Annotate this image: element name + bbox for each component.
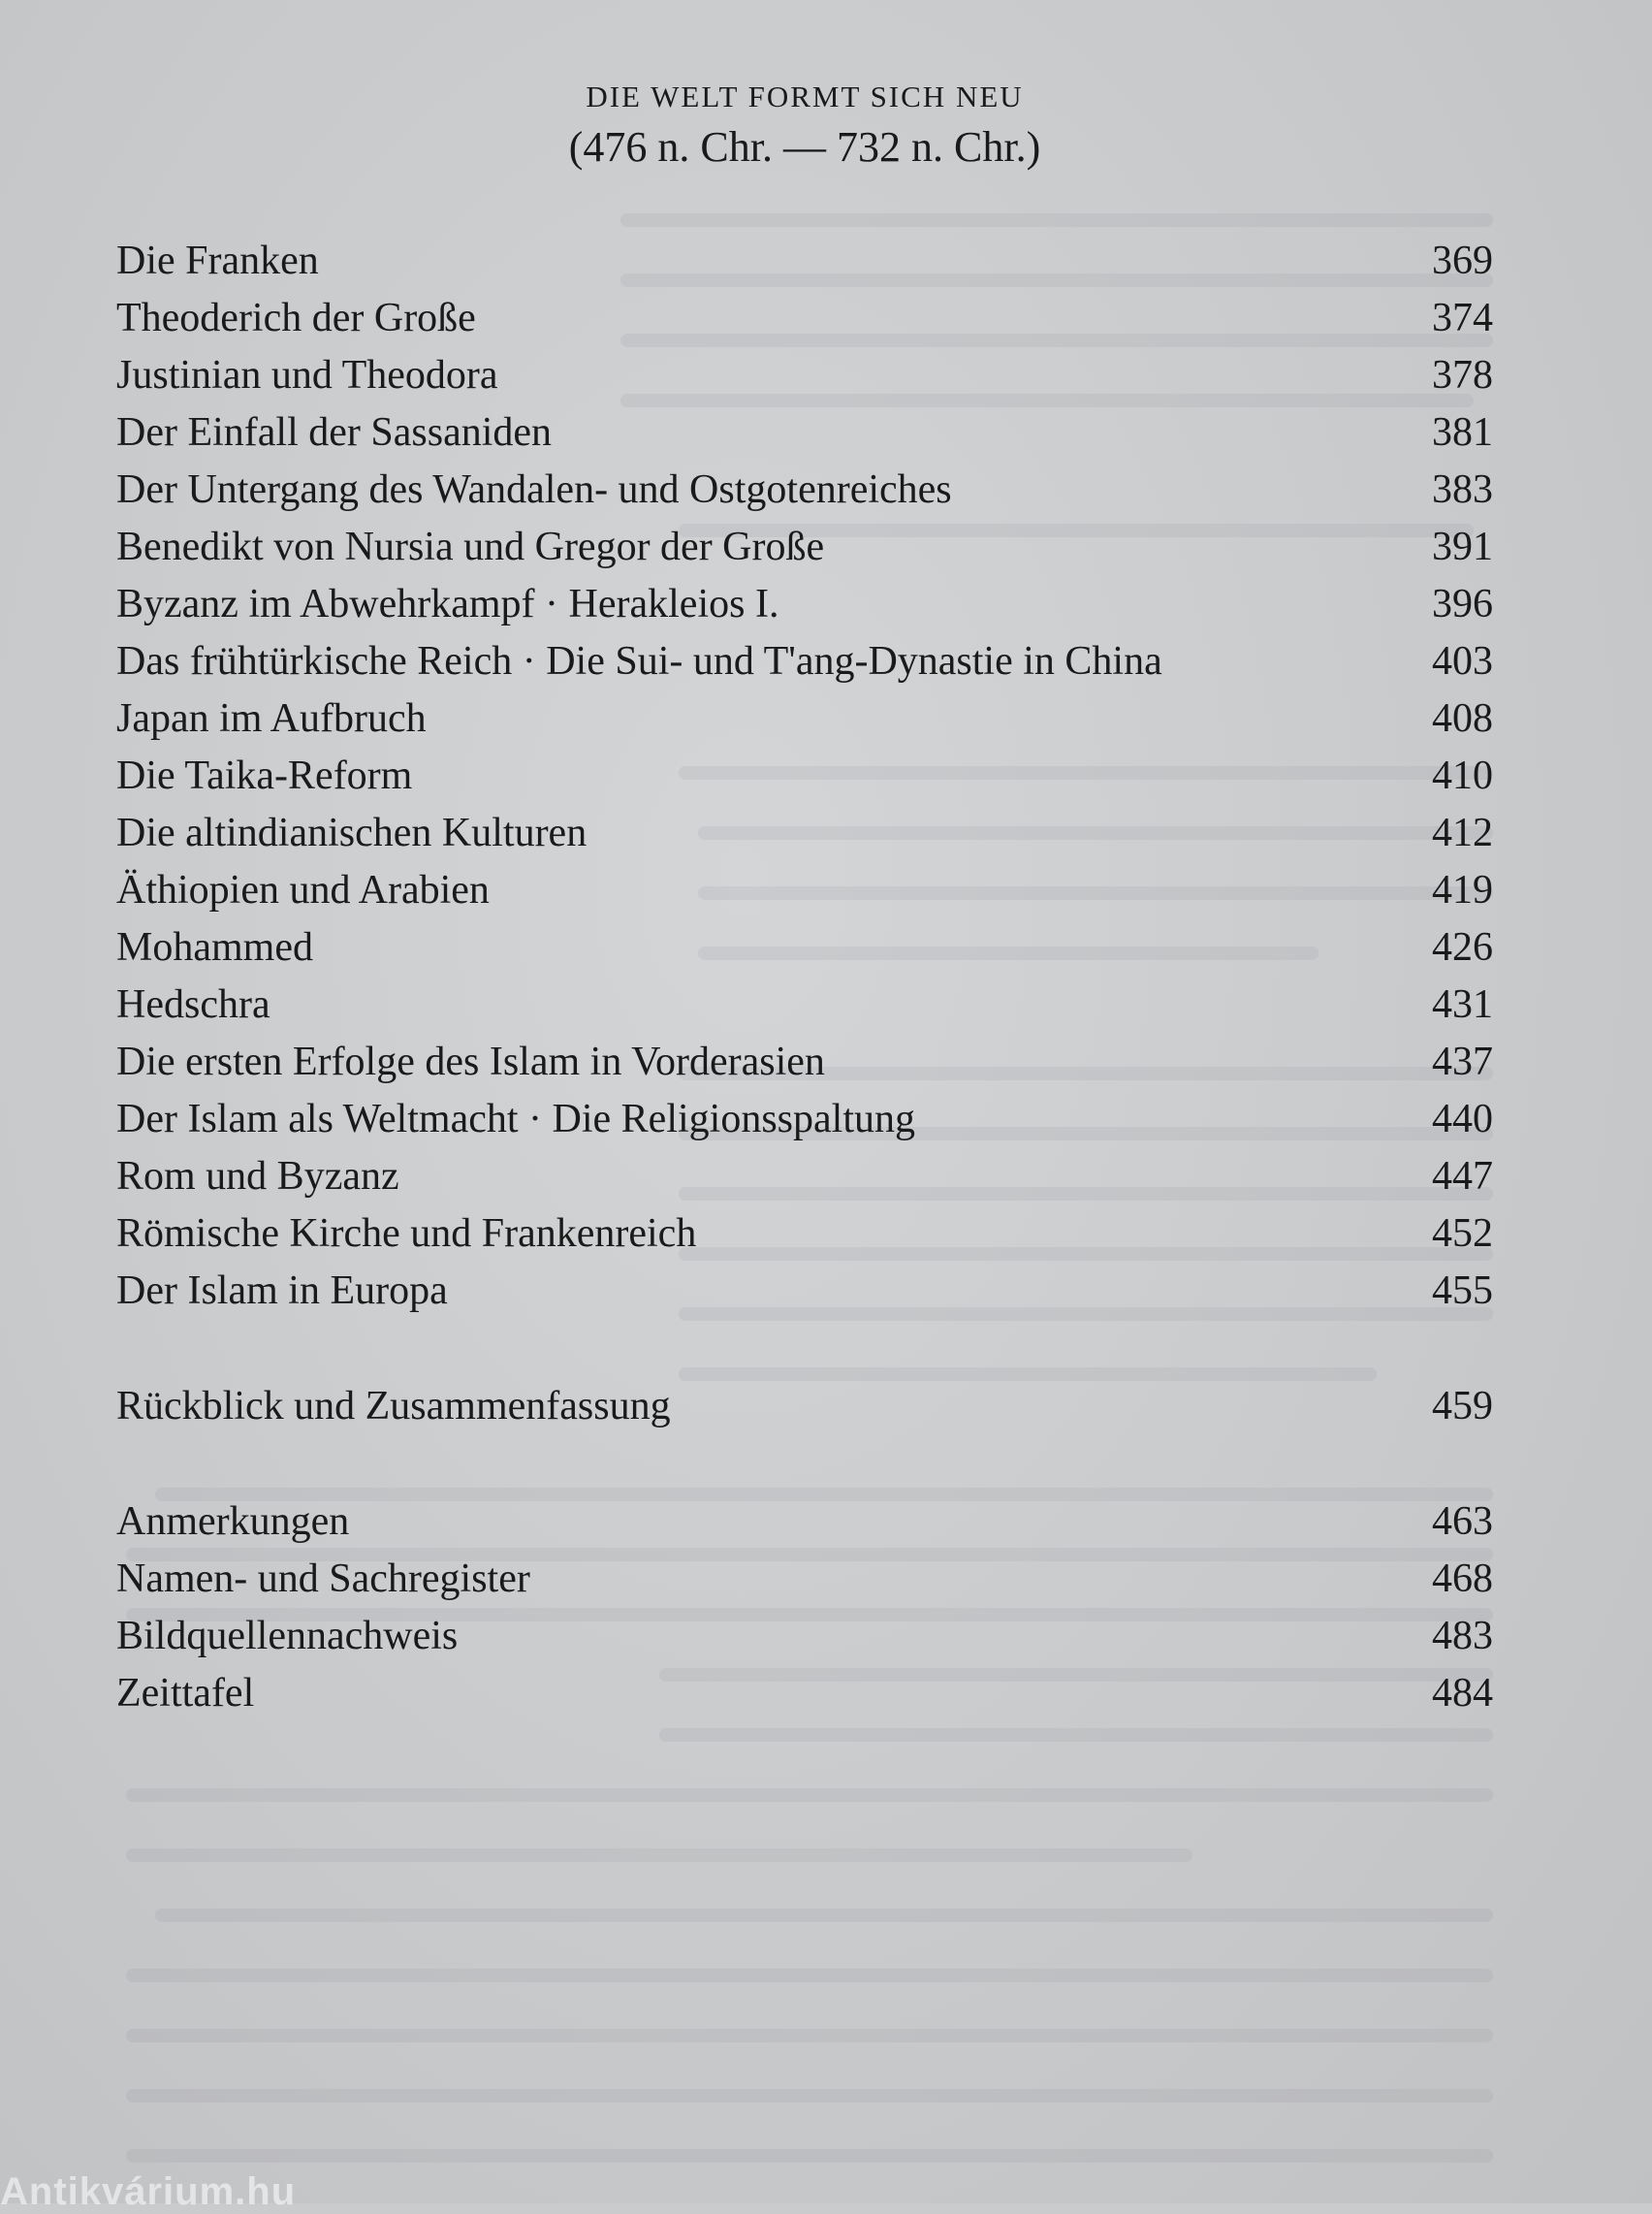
toc-entry-title: Benedikt von Nursia und Gregor der Große bbox=[116, 525, 825, 569]
toc-entry-page: 459 bbox=[1432, 1384, 1493, 1428]
toc-entry-title: Anmerkungen bbox=[116, 1499, 350, 1544]
toc-entry-title: Die altindianischen Kulturen bbox=[116, 811, 588, 855]
toc-entry bbox=[116, 977, 1493, 1034]
toc-entry-title: Die Taika-Reform bbox=[116, 754, 413, 798]
toc-entry bbox=[116, 519, 1493, 576]
toc-entry-page: 391 bbox=[1432, 525, 1493, 569]
toc-entry-page: 396 bbox=[1432, 582, 1493, 626]
toc-entry bbox=[116, 233, 1493, 290]
toc-entry-page: 410 bbox=[1432, 754, 1493, 798]
toc-entry-page: 378 bbox=[1432, 353, 1493, 398]
toc-entry-title: Der Islam in Europa bbox=[116, 1268, 448, 1313]
toc-entry-title: Der Einfall der Sassaniden bbox=[116, 410, 553, 455]
toc-entry-page: 447 bbox=[1432, 1154, 1493, 1199]
toc-entry bbox=[116, 1378, 1493, 1435]
toc-entry-title: Rückblick und Zusammenfassung bbox=[116, 1384, 671, 1428]
toc-entry-title: Hedschra bbox=[116, 982, 270, 1027]
group-spacer bbox=[116, 1435, 1493, 1493]
toc-entry-title: Rom und Byzanz bbox=[116, 1154, 399, 1199]
toc-entry bbox=[116, 1205, 1493, 1263]
toc-entry-page: 483 bbox=[1432, 1614, 1493, 1658]
toc-entry-title: Der Islam als Weltmacht · Die Religionsspaltung bbox=[116, 1097, 916, 1141]
toc-entry-title: Theoderich der Große bbox=[116, 296, 476, 340]
toc-entry-title: Bildquellennachweis bbox=[116, 1614, 459, 1658]
toc-entry-page: 383 bbox=[1432, 467, 1493, 512]
toc-entry bbox=[116, 290, 1493, 347]
toc-entry-page: 369 bbox=[1432, 239, 1493, 283]
toc-entry bbox=[116, 805, 1493, 862]
toc-entry-page: 408 bbox=[1432, 696, 1493, 741]
toc-entry-page: 426 bbox=[1432, 925, 1493, 970]
toc-entry bbox=[116, 1148, 1493, 1205]
toc-entry bbox=[116, 1608, 1493, 1665]
toc-entry-title: Der Untergang des Wandalen- und Ostgotenreiches bbox=[116, 467, 952, 512]
toc-entry-page: 452 bbox=[1432, 1211, 1493, 1256]
toc-entry-title: Das frühtürkische Reich · Die Sui- und T'ang-Dynastie in China bbox=[116, 639, 1162, 684]
toc-entry-title: Zeittafel bbox=[116, 1671, 255, 1716]
toc-entry bbox=[116, 1263, 1493, 1320]
table-of-contents bbox=[116, 233, 1493, 1722]
toc-entry bbox=[116, 690, 1493, 748]
toc-entry-title: Römische Kirche und Frankenreich bbox=[116, 1211, 697, 1256]
toc-entry-page: 419 bbox=[1432, 868, 1493, 913]
toc-entry bbox=[116, 1665, 1493, 1722]
toc-entry bbox=[116, 347, 1493, 404]
toc-entry-page: 374 bbox=[1432, 296, 1493, 340]
toc-entry bbox=[116, 1091, 1493, 1148]
watermark: Antikvárium.hu bbox=[0, 2170, 297, 2213]
toc-entry-page: 431 bbox=[1432, 982, 1493, 1027]
toc-entry-page: 468 bbox=[1432, 1556, 1493, 1601]
toc-entry-page: 381 bbox=[1432, 410, 1493, 455]
toc-entry-title: Japan im Aufbruch bbox=[116, 696, 427, 741]
toc-entry-page: 484 bbox=[1432, 1671, 1493, 1716]
toc-entry-title: Mohammed bbox=[116, 925, 313, 970]
group-spacer bbox=[116, 1320, 1493, 1378]
toc-entry-page: 403 bbox=[1432, 639, 1493, 684]
section-title: DIE WELT FORMT SICH NEU bbox=[586, 80, 1024, 113]
toc-entry bbox=[116, 576, 1493, 633]
toc-entry-page: 437 bbox=[1432, 1040, 1493, 1084]
date-range: (476 n. Chr. — 732 n. Chr.) bbox=[568, 123, 1041, 171]
toc-entry-title: Die Franken bbox=[116, 239, 319, 283]
toc-entry bbox=[116, 404, 1493, 462]
toc-entry bbox=[116, 1493, 1493, 1551]
toc-entry bbox=[116, 919, 1493, 977]
toc-entry bbox=[116, 862, 1493, 919]
toc-entry-page: 412 bbox=[1432, 811, 1493, 855]
toc-entry bbox=[116, 633, 1493, 690]
toc-entry-title: Die ersten Erfolge des Islam in Vorderasien bbox=[116, 1040, 825, 1084]
toc-entry-title: Justinian und Theodora bbox=[116, 353, 498, 398]
toc-entry bbox=[116, 462, 1493, 519]
toc-entry-title: Byzanz im Abwehrkampf · Herakleios I. bbox=[116, 582, 779, 626]
toc-entry-title: Namen- und Sachregister bbox=[116, 1556, 530, 1601]
toc-entry-page: 455 bbox=[1432, 1268, 1493, 1313]
toc-entry bbox=[116, 1551, 1493, 1608]
toc-entry bbox=[116, 748, 1493, 805]
toc-entry-title: Äthiopien und Arabien bbox=[116, 868, 490, 913]
toc-entry bbox=[116, 1034, 1493, 1091]
toc-entry-page: 463 bbox=[1432, 1499, 1493, 1544]
toc-entry-page: 440 bbox=[1432, 1097, 1493, 1141]
